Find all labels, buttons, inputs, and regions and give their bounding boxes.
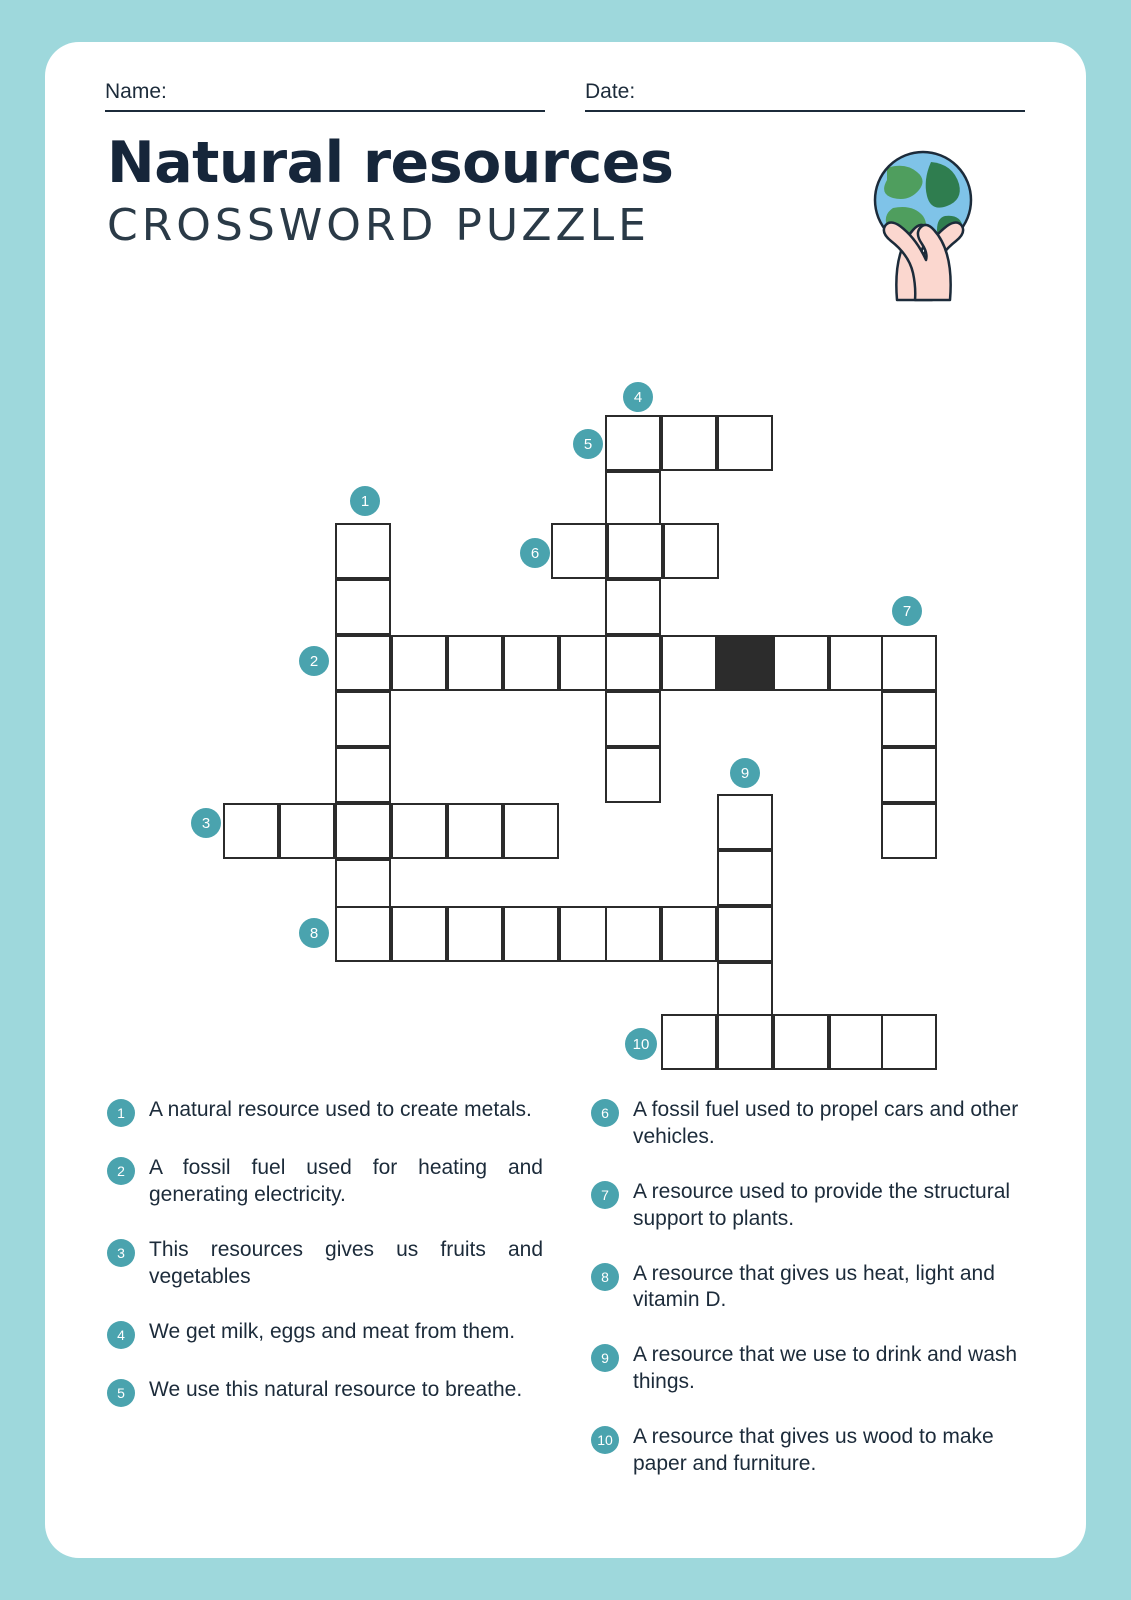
crossword-number-7: 7 [892,596,922,626]
crossword-cell[interactable] [661,1014,717,1070]
clue-number-badge: 1 [107,1099,135,1127]
crossword-number-9: 9 [730,758,760,788]
clues-column-left [107,1097,543,1506]
name-field[interactable] [105,80,545,112]
clue-number-badge: 4 [107,1321,135,1349]
crossword-cell[interactable] [335,803,391,859]
crossword-cell[interactable] [447,803,503,859]
crossword-cell[interactable] [773,635,829,691]
clue-number-badge: 2 [107,1157,135,1185]
crossword-cell[interactable] [605,471,661,527]
crossword-cell[interactable] [661,415,717,471]
crossword-number-8: 8 [299,918,329,948]
crossword-cell[interactable] [881,691,937,747]
crossword-cell[interactable] [605,906,661,962]
clue-item [107,1097,543,1127]
crossword-cell[interactable] [391,906,447,962]
name-label: Name: [105,80,167,103]
clue-number-badge: 9 [591,1344,619,1372]
crossword-cell[interactable] [605,747,661,803]
crossword-cell[interactable] [717,794,773,850]
crossword-grid[interactable] [45,342,1086,1053]
crossword-cell[interactable] [391,635,447,691]
clue-item [107,1237,543,1291]
clue-number-badge: 5 [107,1379,135,1407]
crossword-cell[interactable] [223,803,279,859]
clue-text: We get milk, eggs and meat from them. [149,1319,516,1343]
clue-text: This resources gives us fruits and vegetables [149,1237,543,1288]
crossword-cell[interactable] [661,906,717,962]
crossword-cell[interactable] [881,803,937,859]
crossword-cell[interactable] [717,906,773,962]
clue-item [107,1155,543,1209]
clue-text: A fossil fuel used to propel cars and other vehicles. [633,1098,1019,1148]
crossword-cell[interactable] [335,747,391,803]
clues-column-right [591,1097,1027,1506]
clue-number-badge: 3 [107,1239,135,1267]
crossword-cell[interactable] [881,635,937,691]
crossword-cell[interactable] [335,579,391,635]
crossword-cell[interactable] [503,906,559,962]
clue-item [591,1261,1027,1315]
clue-text: A natural resource used to create metals. [149,1098,532,1121]
crossword-cell[interactable] [881,1014,937,1070]
crossword-cell[interactable] [335,906,391,962]
crossword-cell[interactable] [335,635,391,691]
crossword-number-10: 10 [625,1028,657,1060]
page-title: Natural resources [107,130,674,196]
worksheet-page [45,42,1086,1558]
crossword-cell[interactable] [335,523,391,579]
clue-text: A resource used to provide the structural support to plants. [633,1179,1011,1230]
clue-item [591,1097,1027,1151]
clue-text: A fossil fuel used for heating and generating electricity. [149,1156,543,1206]
crossword-cell[interactable] [881,747,937,803]
clue-text: We use this natural resource to breathe. [149,1377,523,1401]
crossword-cell[interactable] [661,635,717,691]
clue-item [107,1377,543,1407]
crossword-cell[interactable] [717,415,773,471]
crossword-cell[interactable] [447,906,503,962]
clue-item [591,1342,1027,1396]
date-label: Date: [585,80,636,103]
clue-text: A resource that gives us wood to make paper and furniture. [633,1425,994,1475]
clue-number-badge: 6 [591,1099,619,1127]
crossword-cell[interactable] [605,635,661,691]
crossword-cell[interactable] [391,803,447,859]
crossword-cell[interactable] [503,635,559,691]
clue-text: A resource that we use to drink and wash things. [633,1343,1018,1394]
crossword-cell[interactable] [335,691,391,747]
crossword-number-4: 4 [623,382,653,412]
crossword-cell[interactable] [717,962,773,1018]
crossword-cell[interactable] [717,850,773,906]
crossword-number-2: 2 [299,646,329,676]
crossword-number-1: 1 [350,486,380,516]
clue-item [107,1319,543,1349]
clue-number-badge: 8 [591,1263,619,1291]
crossword-cell[interactable] [447,635,503,691]
clue-item [591,1179,1027,1233]
crossword-cell[interactable] [607,523,663,579]
date-field[interactable] [585,80,1025,112]
student-info-row [105,80,1025,112]
clues-section [107,1097,1027,1506]
crossword-cell[interactable] [503,803,559,859]
crossword-cell[interactable] [605,579,661,635]
crossword-cell[interactable] [829,635,885,691]
crossword-cell[interactable] [605,691,661,747]
clue-item [591,1424,1027,1478]
crossword-number-3: 3 [191,808,221,838]
page-subtitle: CROSSWORD PUZZLE [107,199,650,251]
page-title-block [107,130,674,251]
crossword-cell[interactable] [551,523,607,579]
clue-text: A resource that gives us heat, light and vitamin D. [633,1261,995,1312]
crossword-cell[interactable] [773,1014,829,1070]
crossword-block-cell [717,635,773,691]
crossword-cell[interactable] [279,803,335,859]
crossword-cell[interactable] [663,523,719,579]
crossword-cell[interactable] [605,415,661,471]
crossword-cell[interactable] [717,1014,773,1070]
crossword-number-6: 6 [520,538,550,568]
hands-holding-earth-icon [835,142,1010,312]
crossword-number-5: 5 [573,429,603,459]
clue-number-badge: 7 [591,1181,619,1209]
clue-number-badge: 10 [591,1426,619,1454]
crossword-cell[interactable] [829,1014,885,1070]
